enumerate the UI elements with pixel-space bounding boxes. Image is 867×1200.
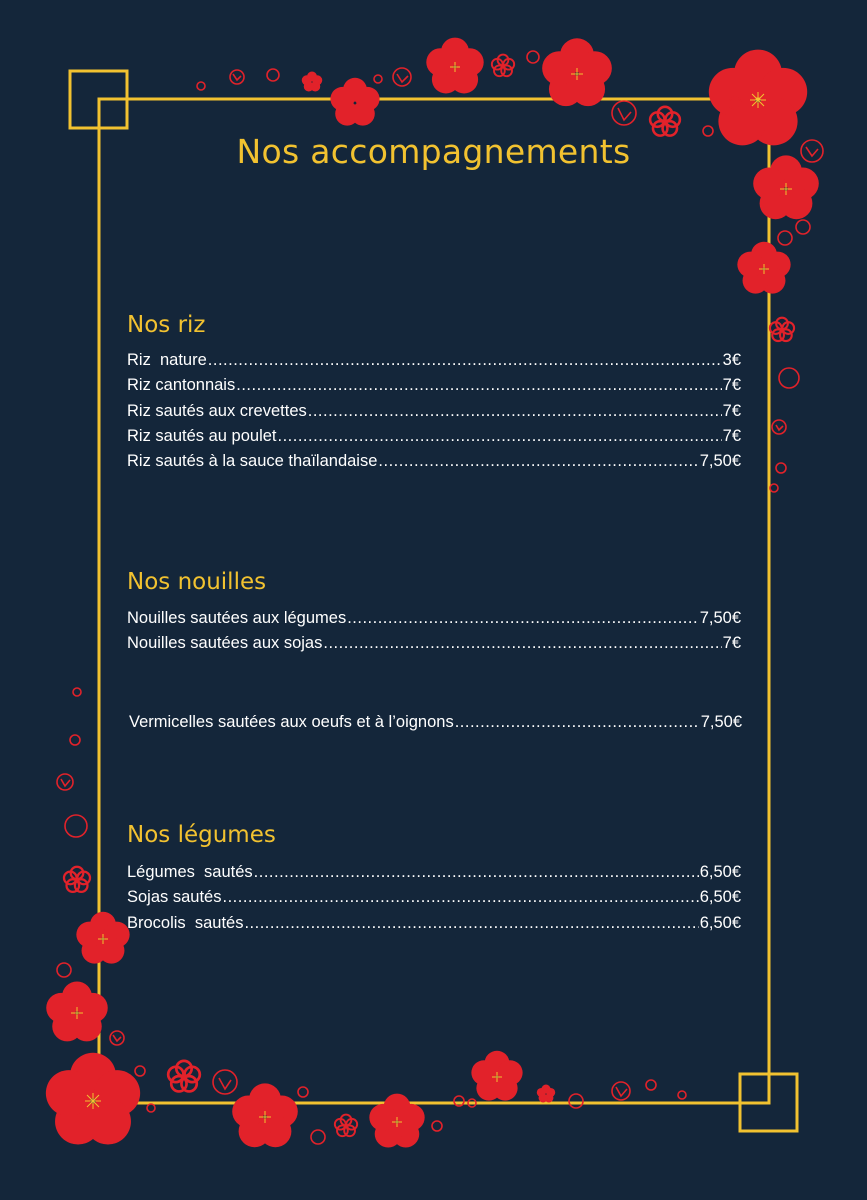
- section-title-riz: Nos riz: [127, 312, 206, 338]
- dot-leader: [455, 710, 700, 735]
- dot-leader: [236, 373, 721, 398]
- item-name: Nouilles sautées aux légumes: [127, 609, 347, 627]
- dot-leader: [208, 348, 722, 373]
- list-item: [127, 860, 741, 885]
- gold-frame: [70, 71, 797, 1131]
- item-list-riz: [127, 348, 741, 474]
- item-price: 6,50€: [699, 863, 741, 881]
- item-price: 6,50€: [699, 888, 741, 907]
- list-item: [127, 885, 741, 910]
- item-name: Riz sautés au poulet: [127, 426, 277, 445]
- list-item: [127, 348, 741, 373]
- item-price: 7€: [722, 634, 741, 653]
- item-name: Nouilles sautées aux sojas: [127, 634, 323, 653]
- item-name: Légumes sautés: [127, 863, 253, 881]
- list-item: [127, 449, 741, 474]
- dot-leader: [278, 424, 722, 449]
- item-name: Riz sautés aux crevettes: [127, 401, 307, 420]
- list-item: [127, 911, 741, 936]
- section-title-nouilles: Nos nouilles: [127, 569, 267, 595]
- item-list-nouilles: [127, 606, 741, 657]
- dot-leader: [378, 449, 698, 474]
- list-item: [127, 399, 741, 424]
- dot-leader: [347, 606, 698, 631]
- item-name: Vermicelles sautées aux oeufs et à l’oignons: [129, 713, 454, 731]
- item-price: 7,50€: [699, 609, 741, 627]
- item-price: 3€: [722, 351, 741, 369]
- item-price: 7€: [722, 426, 741, 445]
- item-list-vermicelles: [129, 710, 742, 735]
- dot-leader: [222, 885, 698, 910]
- item-name: Riz cantonnais: [127, 376, 236, 395]
- dot-leader: [308, 399, 722, 424]
- item-name: Brocolis sautés: [127, 913, 244, 932]
- list-item: [127, 606, 741, 631]
- item-name: Riz sautés à la sauce thaïlandaise: [127, 452, 378, 471]
- section-title-legumes: Nos légumes: [127, 822, 276, 848]
- item-name: Riz nature: [127, 351, 207, 369]
- item-price: 6,50€: [699, 913, 741, 932]
- item-price: 7,50€: [700, 713, 742, 731]
- item-name: Sojas sautés: [127, 888, 222, 907]
- item-list-legumes: [127, 860, 741, 936]
- dot-leader: [254, 860, 699, 885]
- flower-cluster-bottom-left-icon: [46, 912, 555, 1148]
- dot-leader: [244, 911, 698, 936]
- item-price: 7,50€: [699, 452, 741, 471]
- item-price: 7€: [722, 401, 741, 420]
- list-item: [127, 373, 741, 398]
- page-title: Nos accompagnements: [236, 132, 631, 171]
- item-price: 7€: [722, 376, 741, 395]
- list-item: [129, 710, 742, 735]
- list-item: [127, 424, 741, 449]
- dot-leader: [323, 631, 721, 656]
- list-item: [127, 631, 741, 656]
